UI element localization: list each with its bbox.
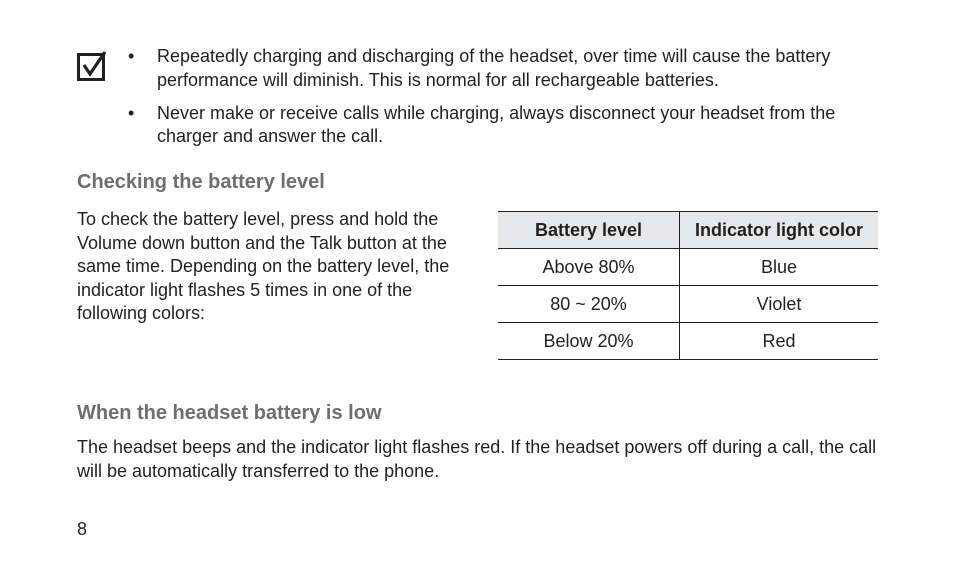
indicator-color-cell: Violet (680, 286, 879, 323)
low-battery-paragraph: The headset beeps and the indicator light flashes red. If the headset powers off during a call, the call will be automatically transferred to the phone. (77, 437, 877, 481)
table-header-row (498, 212, 878, 249)
checkbox-check-icon (77, 51, 107, 81)
page-number: 8 (77, 519, 88, 539)
table-row (498, 323, 878, 360)
section-heading-checking: Checking the battery level (77, 171, 325, 193)
table-row (498, 249, 878, 286)
column-header-battery-level: Battery level (498, 212, 680, 249)
bullet-icon: • (128, 102, 135, 123)
table-row (498, 286, 878, 323)
checking-paragraph: To check the battery level, press and hold the Volume down button and the Talk button at the same time. Depending on the battery level, the indicator light flashes 5 times in one of the following colors: (77, 209, 450, 323)
indicator-color-cell: Red (680, 323, 879, 360)
note-text: Never make or receive calls while charging, always disconnect your headset from the charger and answer the call. (157, 102, 836, 146)
indicator-color-cell: Blue (680, 249, 879, 286)
note-item (128, 102, 868, 149)
battery-level-cell: Above 80% (498, 249, 680, 286)
note-item (128, 45, 868, 92)
bullet-icon: • (128, 46, 135, 66)
battery-level-cell: Below 20% (498, 323, 680, 360)
battery-level-table (498, 211, 878, 360)
column-header-indicator-color: Indicator light color (680, 212, 879, 249)
note-text: Repeatedly charging and discharging of the headset, over time will cause the battery performance will diminish. This is normal for all rechargeable batteries. (157, 46, 831, 90)
battery-level-cell: 80 ~ 20% (498, 286, 680, 323)
note-list (128, 45, 868, 158)
section-heading-low-battery: When the headset battery is low (77, 402, 382, 424)
